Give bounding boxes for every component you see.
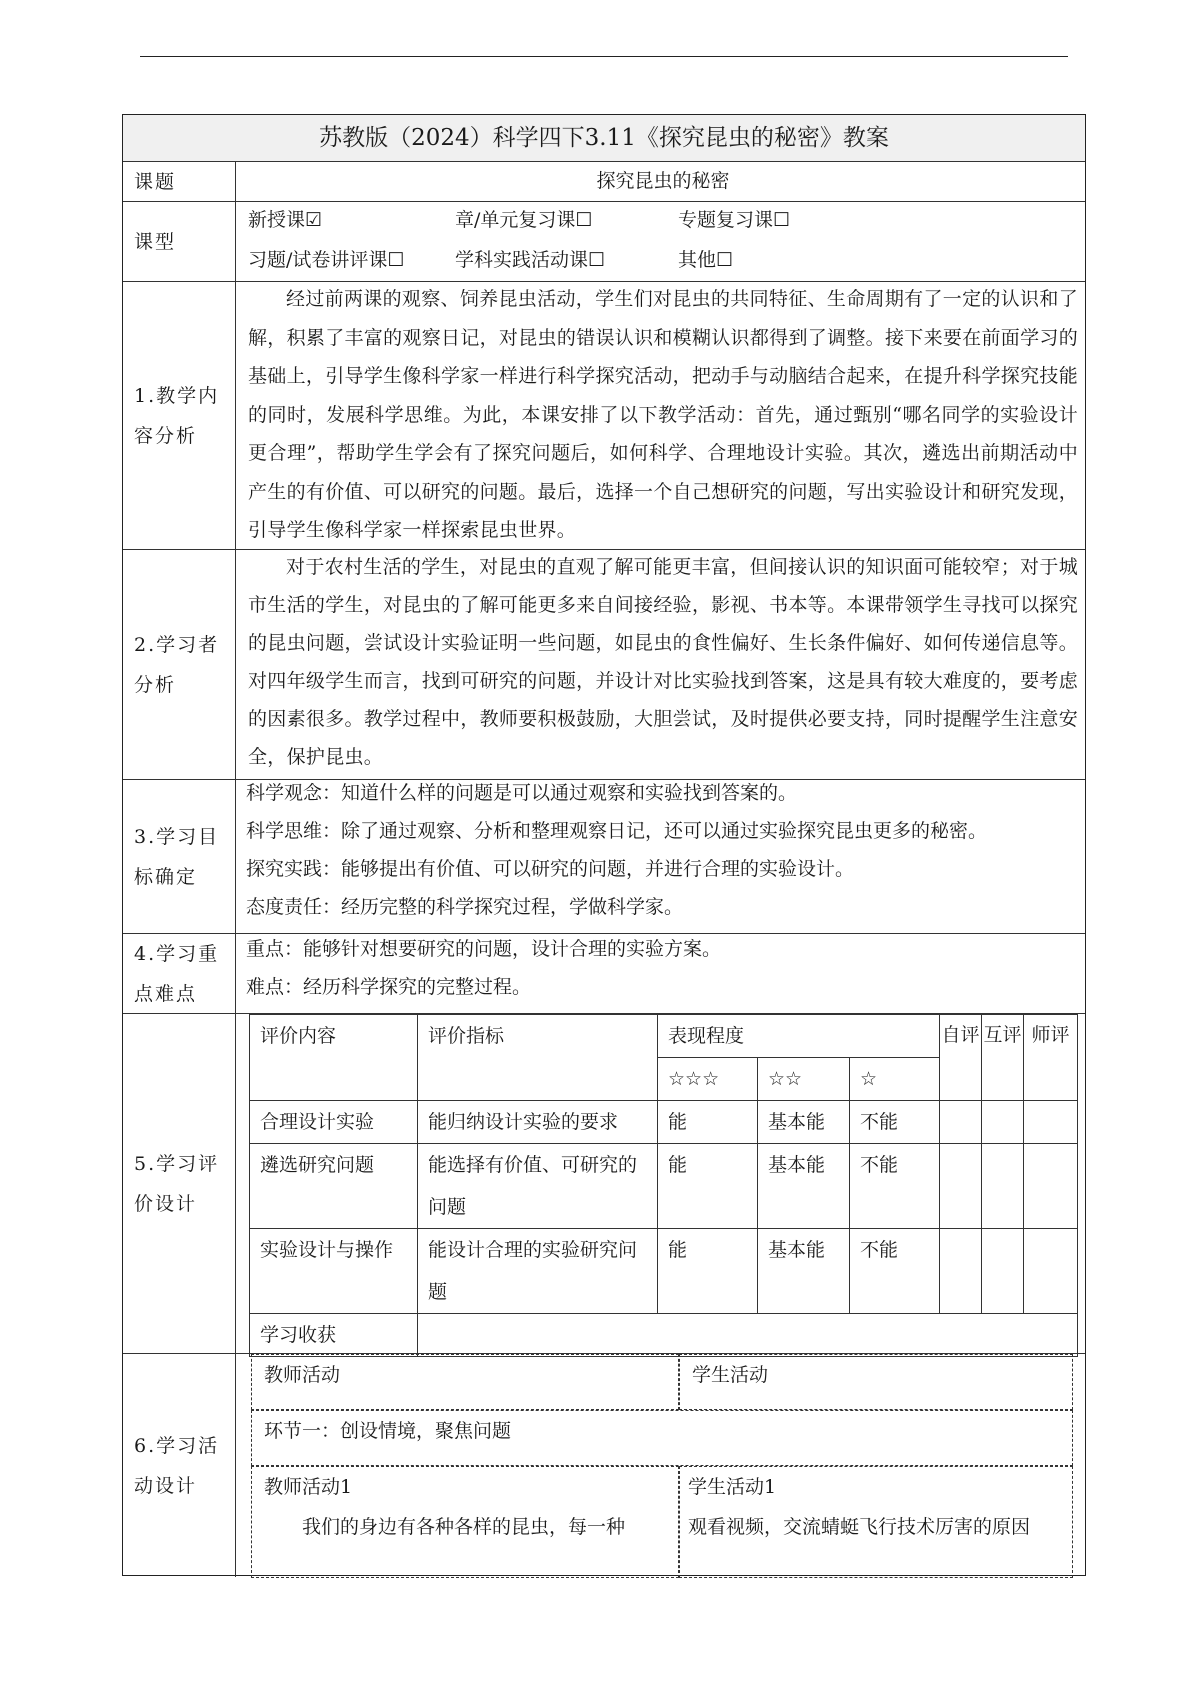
eval-row-level1: 不能 (850, 1101, 940, 1144)
eval-header-level: 表现程度 (658, 1015, 940, 1058)
eval-teacher-cell (1024, 1101, 1078, 1144)
table-row (250, 1144, 1078, 1229)
eval-harvest-label: 学习收获 (250, 1314, 418, 1357)
key-points-label: 4.学习重点难点 (123, 934, 236, 1013)
evaluation-table (249, 1014, 1078, 1357)
eval-self-cell (940, 1144, 982, 1229)
content-analysis-label: 1.教学内容分析 (123, 282, 236, 549)
teacher-activity-1-title: 教师活动1 (264, 1476, 353, 1498)
eval-row-level3: 能 (658, 1229, 758, 1314)
eval-row-indicator: 能归纳设计实验的要求 (418, 1101, 658, 1144)
eval-header-indicator: 评价指标 (418, 1015, 658, 1101)
document-title: 苏教版（2024）科学四下3.11《探究昆虫的秘密》教案 (123, 115, 1085, 161)
teacher-activity-1-text: 我们的身边有各种各样的昆虫，每一种 (302, 1516, 626, 1538)
eval-row-content: 实验设计与操作 (250, 1229, 418, 1314)
eval-row-level2: 基本能 (758, 1101, 850, 1144)
eval-header-self: 自评 (940, 1015, 982, 1101)
objective-concept: 科学观念：知道什么样的问题是可以通过观察和实验找到答案的。 (246, 782, 798, 804)
key-points-row (123, 933, 1085, 1013)
eval-row-content: 遴选研究问题 (250, 1144, 418, 1229)
stage-one-heading: 环节一：创设情境，聚焦问题 (251, 1410, 1073, 1466)
lesson-type-row (123, 201, 1085, 281)
eval-stars-3: ☆☆☆ (658, 1058, 758, 1101)
eval-self-cell (940, 1229, 982, 1314)
student-activity-1-title: 学生活动1 (688, 1476, 777, 1498)
eval-peer-cell (982, 1144, 1024, 1229)
learner-analysis-label: 2.学习者分析 (123, 550, 236, 779)
eval-row-level1: 不能 (850, 1229, 940, 1314)
topic-label: 课题 (123, 162, 236, 201)
lesson-plan-table (122, 114, 1086, 1576)
eval-harvest-value (418, 1314, 1078, 1357)
eval-row-content: 合理设计实验 (250, 1101, 418, 1144)
eval-peer-cell (982, 1229, 1024, 1314)
lesson-type-exercise: 习题/试卷讲评课☐ (248, 249, 405, 271)
content-analysis-body (236, 282, 1085, 549)
learner-analysis-text: 对于农村生活的学生，对昆虫的直观了解可能更丰富，但间接认识的知识面可能较窄；对于城市生活的学生，对昆虫的了解可能更多来自间接经验，影视、书本等。本课带领学生寻找可以探究的昆虫问题，尝试设计实验证明一些问题，如昆虫的食性偏好、生长条件偏好、如何传递信息等。对四年级学生而言，找到可研究的问题，并设计对比实验找到答案，这是具有较大难度的，要考虑的因素很多。教学过程中，教师要积极鼓励，大胆尝试，及时提供必要支持，同时提醒学生注意安全，保护昆虫。 (248, 556, 1078, 768)
objectives-body (236, 780, 1085, 933)
table-row (250, 1314, 1078, 1357)
eval-header-content: 评价内容 (250, 1015, 418, 1101)
evaluation-label: 5.学习评价设计 (123, 1014, 236, 1353)
eval-peer-cell (982, 1101, 1024, 1144)
teacher-activity-1 (251, 1466, 679, 1578)
eval-stars-1: ☆ (850, 1058, 940, 1101)
lesson-type-new: 新授课☑ (248, 209, 323, 231)
eval-header-teacher: 师评 (1024, 1015, 1078, 1101)
eval-teacher-cell (1024, 1229, 1078, 1314)
key-point: 重点：能够针对想要研究的问题，设计合理的实验方案。 (246, 938, 722, 960)
eval-row-level1: 不能 (850, 1144, 940, 1229)
student-activity-header: 学生活动 (679, 1354, 1073, 1410)
lesson-type-topic-review: 专题复习课☐ (678, 209, 791, 231)
activities-label: 6.学习活动设计 (123, 1354, 236, 1577)
eval-row-level3: 能 (658, 1101, 758, 1144)
eval-row-level3: 能 (658, 1144, 758, 1229)
objectives-row (123, 779, 1085, 933)
content-analysis-row (123, 281, 1085, 549)
eval-row-indicator: 能选择有价值、可研究的问题 (418, 1144, 658, 1229)
key-points-body (236, 934, 1085, 1013)
eval-stars-2: ☆☆ (758, 1058, 850, 1101)
topic-row (123, 161, 1085, 201)
learner-analysis-row (123, 549, 1085, 779)
eval-teacher-cell (1024, 1144, 1078, 1229)
table-row (250, 1229, 1078, 1314)
objective-thinking: 科学思维：除了通过观察、分析和整理观察日记，还可以通过实验探究昆虫更多的秘密。 (246, 820, 988, 842)
lesson-type-options (236, 202, 1085, 281)
topic-value: 探究昆虫的秘密 (596, 170, 730, 192)
student-activity-1-text: 观看视频，交流蜻蜓飞行技术厉害的原因 (688, 1516, 1031, 1538)
difficult-point: 难点：经历科学探究的完整过程。 (246, 976, 532, 998)
teacher-activity-header: 教师活动 (251, 1354, 679, 1410)
eval-row-level2: 基本能 (758, 1144, 850, 1229)
lesson-type-label: 课型 (123, 202, 236, 281)
student-activity-1 (679, 1466, 1073, 1578)
objective-attitude: 态度责任：经历完整的科学探究过程，学做科学家。 (246, 896, 684, 918)
objective-practice: 探究实践：能够提出有价值、可以研究的问题，并进行合理的实验设计。 (246, 858, 855, 880)
activities-row (123, 1353, 1085, 1577)
eval-row-level2: 基本能 (758, 1229, 850, 1314)
lesson-type-practice: 学科实践活动课☐ (455, 249, 606, 271)
lesson-type-unit-review: 章/单元复习课☐ (455, 209, 593, 231)
eval-header-peer: 互评 (982, 1015, 1024, 1101)
objectives-label: 3.学习目标确定 (123, 780, 236, 933)
table-row (250, 1101, 1078, 1144)
evaluation-row (123, 1013, 1085, 1353)
eval-row-indicator: 能设计合理的实验研究问题 (418, 1229, 658, 1314)
lesson-type-other: 其他☐ (678, 249, 734, 271)
header-rule (140, 56, 1068, 57)
content-analysis-text: 经过前两课的观察、饲养昆虫活动，学生们对昆虫的共同特征、生命周期有了一定的认识和了解，积累了丰富的观察日记，对昆虫的错误认识和模糊认识都得到了调整。接下来要在前面学习的基础上，引导学生像科学家一样进行科学探究活动，把动手与动脑结合起来，在提升科学探究技能的同时，发展科学思维。为此，本课安排了以下教学活动：首先，通过甄别“哪名同学的实验设计更合理”，帮助学生学会有了探究问题后，如何科学、合理地设计实验。其次，遴选出前期活动中产生的有价值、可以研究的问题。最后，选择一个自己想研究的问题，写出实验设计和研究发现，引导学生像科学家一样探索昆虫世界。 (248, 288, 1078, 541)
activities-table (251, 1354, 1073, 1577)
eval-self-cell (940, 1101, 982, 1144)
learner-analysis-body (236, 550, 1085, 779)
